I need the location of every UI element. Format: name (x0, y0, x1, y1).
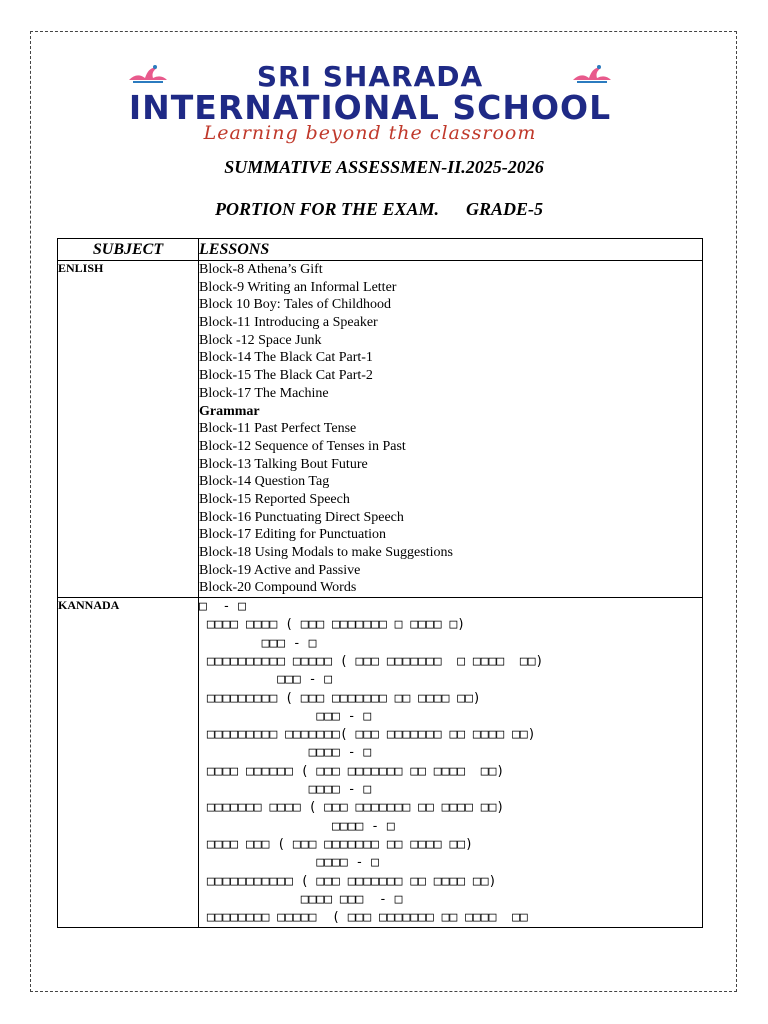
table-row (58, 261, 703, 598)
lesson-item: □□□□ □□□□ ( □□□ □□□□□□□ □ □□□□ □) (199, 617, 466, 633)
lesson-item: □□□ - □ (199, 672, 333, 688)
lesson-item: □□□□□□□□□ ( □□□ □□□□□□□ □□ □□□□ □□) (199, 690, 481, 706)
subject-cell: ENLISH (58, 261, 199, 598)
portion-title: PORTION FOR THE EXAM. GRADE-5 (215, 199, 544, 219)
assessment-title: SUMMATIVE ASSESSMEN-II.2025-2026 (224, 157, 544, 177)
lessons-cell (199, 261, 703, 598)
lesson-item: □□□□ □□□□□□ ( □□□ □□□□□□□ □□ □□□□ □□) (199, 763, 505, 779)
lesson-item: □□□□□□□□ □□□□□ ( □□□ □□□□□□□ □□ □□□□ □□ (199, 910, 528, 926)
lesson-item: □□□□ □□□ ( □□□ □□□□□□□ □□ □□□□ □□) (199, 836, 473, 852)
lesson-item: □□□ - □ (199, 708, 372, 724)
lesson-item: □□□□□□□ □□□□ ( □□□ □□□□□□□ □□ □□□□ □□) (199, 800, 505, 816)
lesson-item: □□□□□□□□□□□ ( □□□ □□□□□□□ □□ □□□□ □□) (199, 873, 497, 889)
lesson-item: Block-15 Reported Speech (199, 491, 350, 507)
lesson-item: □□□□ - □ (199, 745, 372, 761)
table-header-row (58, 239, 703, 261)
lesson-item: Block-17 The Machine (199, 385, 329, 401)
lesson-item: Block-16 Punctuating Direct Speech (199, 509, 404, 525)
lesson-item: Block-14 Question Tag (199, 474, 330, 490)
lesson-item: □□□ - □ (199, 635, 317, 651)
school-name-line1: SRI SHARADA (256, 60, 484, 93)
lessons-cell (199, 598, 703, 928)
lesson-item: Block 10 Boy: Tales of Childhood (199, 297, 392, 313)
lesson-item: Block-8 Athena’s Gift (199, 262, 323, 277)
school-tagline: Learning beyond the classroom (203, 122, 537, 144)
lesson-item: Block-13 Talking Bout Future (199, 456, 368, 472)
lesson-item: □ - □ (199, 599, 246, 615)
lesson-item: □□□□□□□□□ □□□□□□□( □□□ □□□□□□□ □□ □□□□ □□) (199, 727, 536, 743)
lesson-item: Block-11 Past Perfect Tense (199, 421, 357, 437)
lesson-item: Block-19 Active and Passive (199, 562, 361, 578)
lesson-item: □□□□ - □ (199, 818, 395, 834)
lesson-item: Block-18 Using Modals to make Suggestions (199, 545, 453, 560)
lessons-column-header: LESSONS (199, 239, 703, 261)
lesson-item: □□□□ - □ (199, 782, 372, 798)
lesson-item: □□□□ - □ (199, 855, 380, 871)
subject-cell: KANNADA (58, 598, 199, 928)
lesson-item: □□□□□□□□□□ □□□□□ ( □□□ □□□□□□□ □ □□□□ □□) (199, 653, 544, 669)
grammar-subheading: Grammar (199, 403, 260, 419)
lesson-item: Block-14 The Black Cat Part-1 (199, 350, 373, 366)
lesson-item: □□□□ □□□ - □ (199, 891, 403, 907)
lesson-item: Block-15 The Black Cat Part-2 (199, 368, 373, 384)
lesson-item: Block-9 Writing an Informal Letter (199, 279, 397, 295)
lesson-item: Block -12 Space Junk (199, 332, 322, 348)
lesson-item: Block-12 Sequence of Tenses in Past (199, 438, 406, 454)
lesson-item: Block-17 Editing for Punctuation (199, 527, 387, 543)
lesson-item: Block-11 Introducing a Speaker (199, 315, 378, 331)
school-logo (60, 58, 680, 148)
school-name-line2: INTERNATIONAL SCHOOL (128, 88, 612, 127)
portion-table (57, 238, 703, 928)
subject-column-header: SUBJECT (58, 239, 199, 261)
lesson-item: Block-20 Compound Words (199, 580, 357, 596)
table-row (58, 598, 703, 928)
